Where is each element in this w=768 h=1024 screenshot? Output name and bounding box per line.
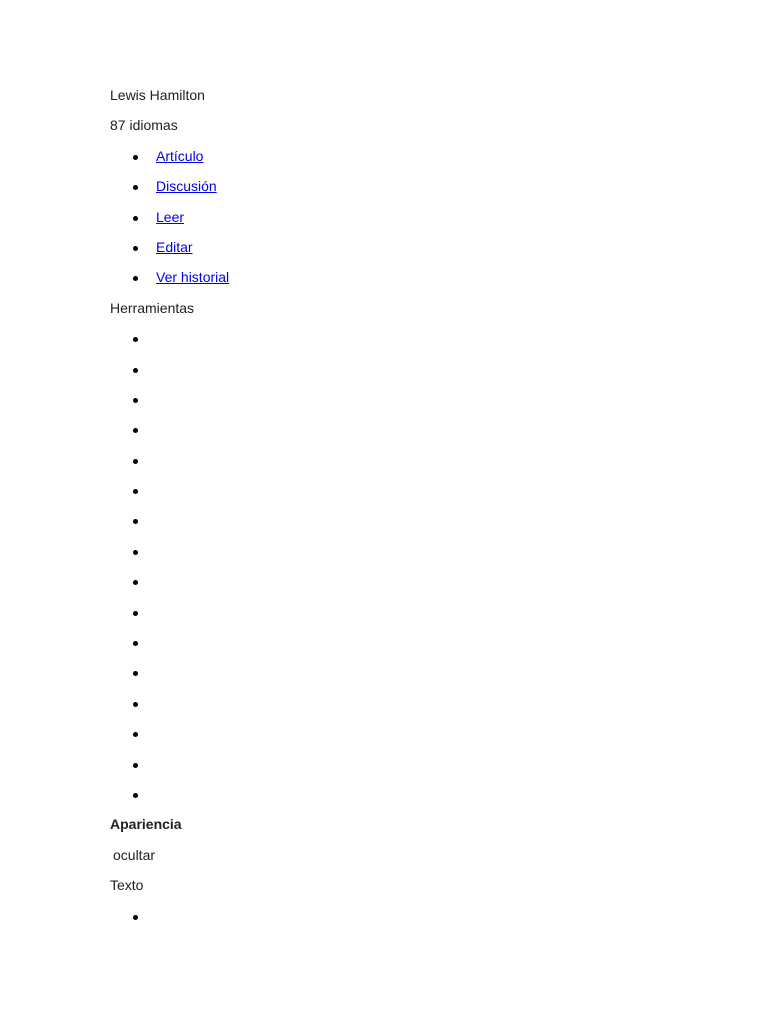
appearance-heading: Apariencia [110,816,182,833]
page-title: Lewis Hamilton [110,87,205,103]
text-option-item [110,906,768,936]
read-link[interactable]: Leer [156,208,185,225]
view-item-edit [110,237,768,267]
tools-list-item [110,662,768,692]
tools-list-item [110,450,768,480]
tools-list-item [110,602,768,632]
views-list [110,146,768,298]
tools-list-item [110,419,768,449]
article-link[interactable]: Artículo [156,147,204,164]
tools-list-item [110,632,768,662]
tools-label[interactable]: Herramientas [110,299,195,316]
tools-list-item [110,328,768,358]
tools-list-item [110,510,768,540]
tools-list-item [110,389,768,419]
discussion-link[interactable]: Discusión [156,178,217,195]
view-item-discussion [110,176,768,206]
tools-list [110,328,768,814]
tools-list-item [110,784,768,814]
tools-list-item [110,359,768,389]
edit-link[interactable]: Editar [156,238,193,255]
tools-list-item [110,723,768,753]
tools-list-item [110,571,768,601]
text-size-label: Texto [110,877,144,894]
tools-list-item [110,480,768,510]
view-item-history [110,267,768,297]
language-selector[interactable]: 87 idiomas [110,117,178,134]
tools-list-item [110,541,768,571]
tools-list-item [110,693,768,723]
tools-list-item [110,754,768,784]
view-item-article [110,146,768,176]
view-item-read [110,207,768,237]
text-options-list [110,906,768,936]
history-link[interactable]: Ver historial [156,269,230,286]
hide-appearance-button[interactable]: ocultar [113,846,156,863]
